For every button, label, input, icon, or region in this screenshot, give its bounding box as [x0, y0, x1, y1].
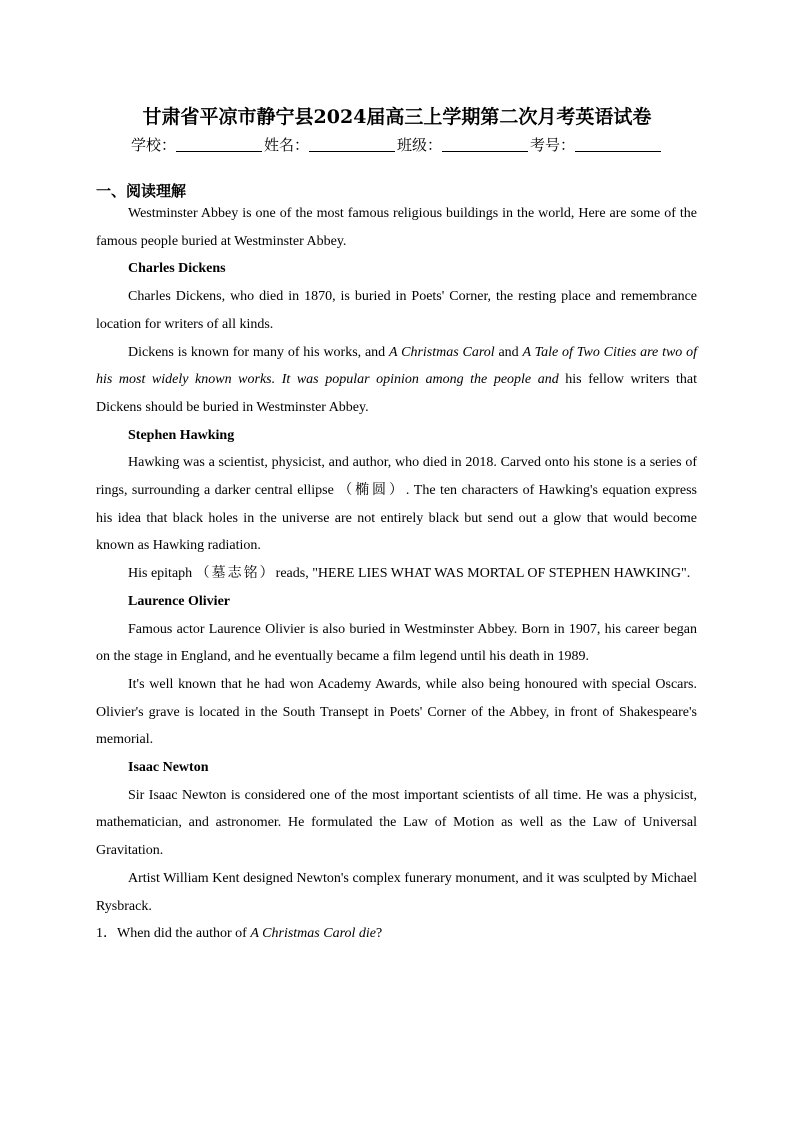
text-span: His epitaph	[128, 566, 196, 582]
olivier-paragraph-2: It's well known that he had won Academy Awards, while also being honoured with special Oscars. Olivier's grave is located in the South Transept in Poets' Corner of the Abbey, in front of Shakespeare's memorial.	[96, 676, 697, 748]
olivier-paragraph-1: Famous actor Laurence Olivier is also buried in Westminster Abbey. Born in 1907, his career began on the stage in England, and he eventually became a film legend until his death in 1989.	[96, 621, 697, 665]
exam-number-label: 考号：	[530, 136, 576, 154]
heading-newton: Isaac Newton	[128, 760, 209, 776]
text-span: When did the author of	[117, 926, 251, 942]
text-span: Dickens is known for many of his works, and	[128, 344, 389, 360]
text-span: ?	[376, 926, 383, 942]
heading-olivier: Laurence Olivier	[128, 593, 230, 609]
dickens-paragraph-1: Charles Dickens, who died in 1870, is buried in Poets' Corner, the resting place and remembrance location for writers of all kinds.	[96, 289, 697, 332]
hawking-paragraph-1	[96, 449, 697, 560]
italic-title: A Christmas Carol die	[250, 926, 376, 942]
class-label: 班级：	[397, 136, 443, 154]
italic-title: A Tale of Two Cities are two of his most widely known works. It was popular opinion among the people and	[96, 344, 697, 388]
student-info-line	[0, 134, 794, 155]
text-span: Hawking was a scientist, physicist, and author, who died in 2018. Carved onto his stone is a series of rings, surrounding a darker central ellipse	[96, 455, 697, 499]
chinese-gloss: （墓志铭）	[195, 565, 276, 582]
passage-intro: Westminster Abbey is one of the most famous religious buildings in the world, Here are some of the famous people buried at Westminster Abbey.	[96, 206, 697, 249]
newton-paragraph-2: Artist William Kent designed Newton's complex funerary monument, and it was sculpted by Michael Rysbrack.	[96, 870, 697, 914]
chinese-gloss: （椭圆）	[338, 482, 406, 499]
text-span: reads, "HERE LIES WHAT WAS MORTAL OF STEPHEN HAWKING".	[275, 566, 691, 582]
text-span: his fellow writers that Dickens should be buried in Westminster Abbey.	[96, 372, 697, 415]
dickens-paragraph-2	[96, 339, 697, 422]
question-1	[96, 920, 697, 948]
hawking-paragraph-2	[96, 560, 697, 588]
school-blank[interactable]	[176, 137, 262, 152]
heading-dickens: Charles Dickens	[128, 261, 226, 277]
reading-passage	[96, 200, 697, 948]
name-blank[interactable]	[309, 137, 395, 152]
heading-hawking: Stephen Hawking	[128, 427, 235, 443]
school-label: 学校：	[130, 136, 176, 154]
newton-paragraph-1: Sir Isaac Newton is considered one of the most important scientists of all time. He was a physicist, mathematician, and astronomer. He formulated the Law of Motion as well as the Law of Universal Gravitation.	[96, 787, 697, 859]
text-span: and	[494, 344, 523, 360]
question-number: 1．	[96, 926, 117, 942]
exam-title: 甘肃省平凉市静宁县2024届高三上学期第二次月考英语试卷	[142, 106, 652, 128]
italic-title: A Christmas Carol	[389, 344, 495, 360]
exam-number-blank[interactable]	[575, 137, 661, 152]
section-heading: 一、阅读理解	[96, 182, 187, 200]
class-blank[interactable]	[442, 137, 528, 152]
text-span: . The ten characters of Hawking's equation express his idea that black holes in the universe are not entirely black but send out a glow that would become known as Hawking radiation.	[96, 483, 697, 554]
name-label: 姓名：	[263, 136, 309, 154]
